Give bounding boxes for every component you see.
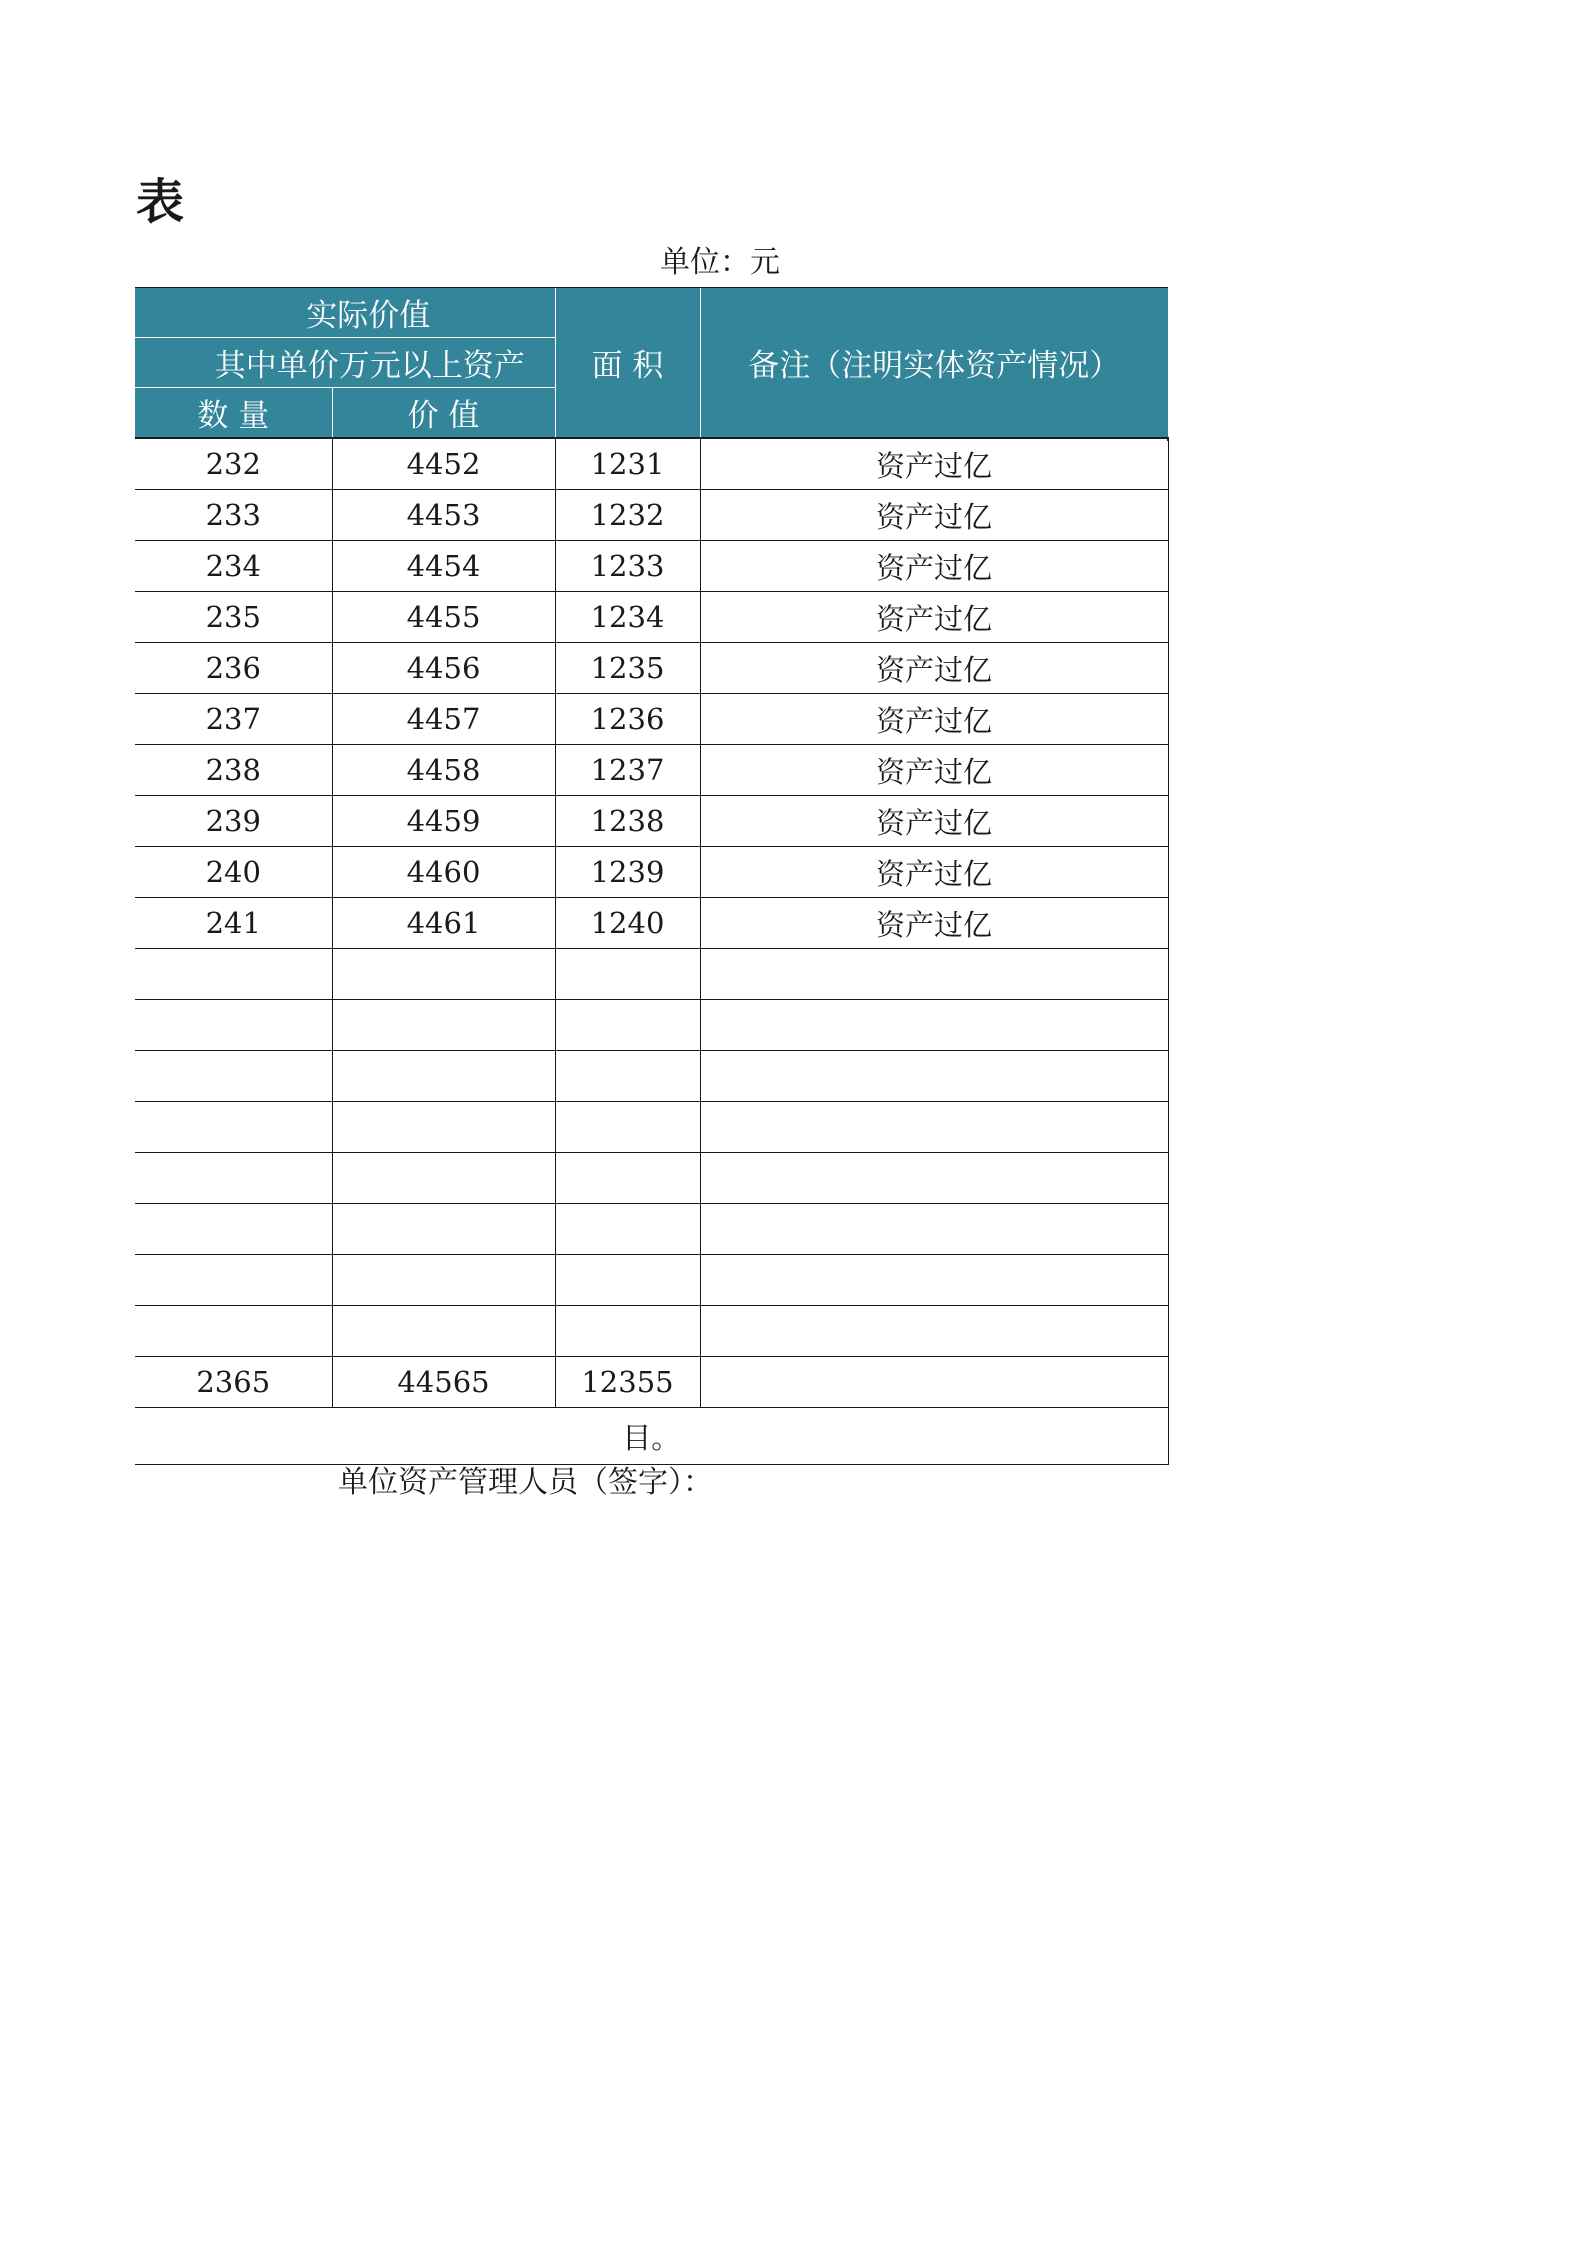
cell-quantity: 235 [135, 592, 332, 643]
table-row [135, 796, 1168, 847]
cell-quantity [135, 1204, 332, 1255]
cell-area: 1232 [555, 490, 700, 541]
cell-quantity: 237 [135, 694, 332, 745]
cell-value: 4455 [332, 592, 555, 643]
table-row [135, 541, 1168, 592]
table-row [135, 1051, 1168, 1102]
total-value: 44565 [332, 1357, 555, 1408]
header-remarks: 备注（注明实体资产情况） [700, 288, 1168, 438]
footnote-row [135, 1408, 1168, 1465]
cell-quantity [135, 1000, 332, 1051]
table-row [135, 1255, 1168, 1306]
cell-remarks [700, 1153, 1168, 1204]
footnote: 目。 [135, 1408, 1168, 1465]
table-row [135, 1000, 1168, 1051]
cell-area [555, 1204, 700, 1255]
cell-area: 1234 [555, 592, 700, 643]
cell-remarks: 资产过亿 [700, 438, 1168, 490]
total-area: 12355 [555, 1357, 700, 1408]
cell-remarks [700, 1000, 1168, 1051]
cell-remarks: 资产过亿 [700, 490, 1168, 541]
table-row [135, 898, 1168, 949]
cell-value: 4452 [332, 438, 555, 490]
cell-value [332, 1000, 555, 1051]
cell-area [555, 1255, 700, 1306]
cell-area: 1240 [555, 898, 700, 949]
cell-quantity: 234 [135, 541, 332, 592]
cell-value [332, 1051, 555, 1102]
table-row [135, 745, 1168, 796]
cell-quantity: 238 [135, 745, 332, 796]
cell-remarks: 资产过亿 [700, 847, 1168, 898]
header-unit-price-over: 其中单价万元以上资产 [135, 338, 555, 388]
cell-remarks [700, 1204, 1168, 1255]
cell-area [555, 1000, 700, 1051]
total-remarks [700, 1357, 1168, 1408]
total-quantity: 2365 [135, 1357, 332, 1408]
cell-remarks [700, 949, 1168, 1000]
cell-quantity: 236 [135, 643, 332, 694]
cell-area [555, 949, 700, 1000]
cell-area: 1237 [555, 745, 700, 796]
cell-area: 1239 [555, 847, 700, 898]
cell-area: 1236 [555, 694, 700, 745]
asset-table [135, 288, 1169, 1465]
table-row [135, 847, 1168, 898]
cell-remarks [700, 1255, 1168, 1306]
cell-area: 1233 [555, 541, 700, 592]
cell-value: 4460 [332, 847, 555, 898]
cell-area [555, 1153, 700, 1204]
table-row [135, 438, 1168, 490]
cell-quantity: 241 [135, 898, 332, 949]
table-row [135, 694, 1168, 745]
page-title: 表 [136, 174, 185, 230]
cell-value: 4454 [332, 541, 555, 592]
cell-quantity [135, 1102, 332, 1153]
cell-quantity [135, 1051, 332, 1102]
cell-area: 1238 [555, 796, 700, 847]
cell-value: 4459 [332, 796, 555, 847]
unit-label: 单位：元 [660, 245, 780, 280]
cell-remarks: 资产过亿 [700, 541, 1168, 592]
table-row [135, 1102, 1168, 1153]
cell-remarks [700, 1306, 1168, 1357]
signer-label: 单位资产管理人员（签字）： [338, 1465, 713, 1500]
total-row [135, 1357, 1168, 1408]
table-row [135, 949, 1168, 1000]
table-row [135, 1153, 1168, 1204]
cell-quantity [135, 1255, 332, 1306]
cell-remarks: 资产过亿 [700, 694, 1168, 745]
header-actual-value: 实际价值 [135, 288, 555, 338]
cell-value: 4461 [332, 898, 555, 949]
cell-value [332, 1204, 555, 1255]
cell-remarks: 资产过亿 [700, 643, 1168, 694]
cell-area: 1231 [555, 438, 700, 490]
cell-value [332, 1306, 555, 1357]
header-value: 价 值 [332, 388, 555, 439]
cell-quantity: 233 [135, 490, 332, 541]
table-row [135, 1204, 1168, 1255]
cell-area [555, 1306, 700, 1357]
cell-remarks: 资产过亿 [700, 592, 1168, 643]
cell-remarks [700, 1051, 1168, 1102]
cell-value [332, 1102, 555, 1153]
cell-value: 4458 [332, 745, 555, 796]
cell-quantity: 232 [135, 438, 332, 490]
table-row [135, 490, 1168, 541]
table-row [135, 592, 1168, 643]
table-row [135, 1306, 1168, 1357]
cell-quantity: 240 [135, 847, 332, 898]
cell-remarks: 资产过亿 [700, 745, 1168, 796]
header-area: 面 积 [555, 288, 700, 438]
cell-quantity [135, 1153, 332, 1204]
cell-value [332, 1255, 555, 1306]
cell-value [332, 1153, 555, 1204]
table-row [135, 643, 1168, 694]
cell-area: 1235 [555, 643, 700, 694]
cell-quantity: 239 [135, 796, 332, 847]
cell-value [332, 949, 555, 1000]
cell-remarks: 资产过亿 [700, 796, 1168, 847]
cell-value: 4457 [332, 694, 555, 745]
cell-area [555, 1102, 700, 1153]
cell-quantity [135, 949, 332, 1000]
cell-value: 4453 [332, 490, 555, 541]
cell-quantity [135, 1306, 332, 1357]
cell-area [555, 1051, 700, 1102]
header-quantity: 数 量 [135, 388, 332, 439]
cell-remarks [700, 1102, 1168, 1153]
cell-value: 4456 [332, 643, 555, 694]
cell-remarks: 资产过亿 [700, 898, 1168, 949]
